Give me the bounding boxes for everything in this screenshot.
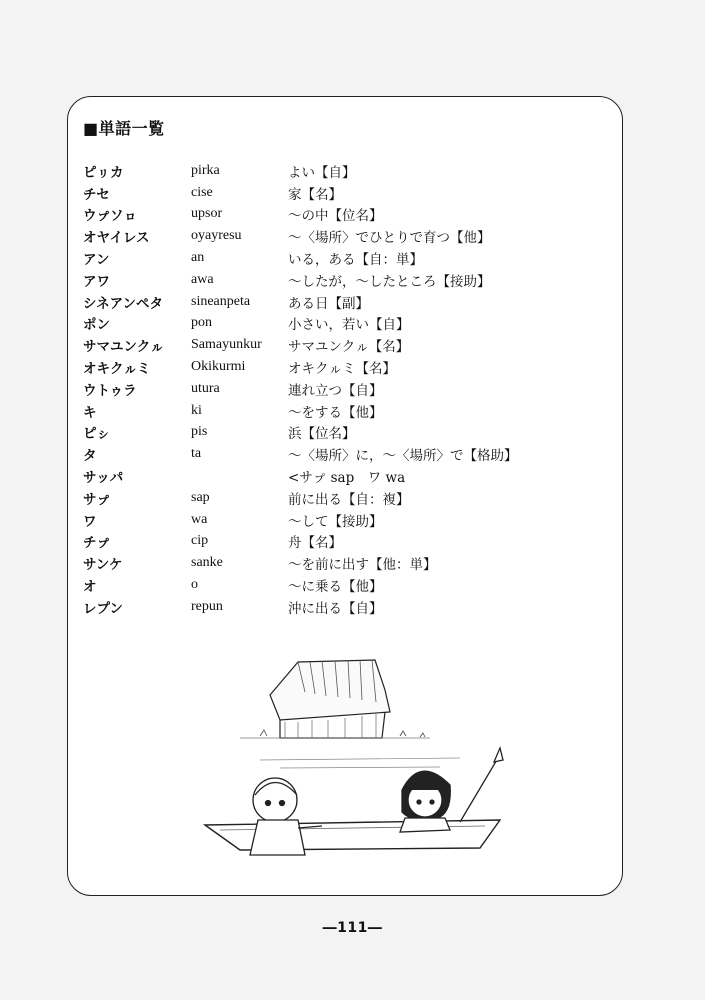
vocab-romanization: sap [191, 489, 210, 505]
vocab-meaning: サマユンクㇽ【名】 [288, 339, 410, 356]
water-lines [260, 758, 460, 768]
vocab-romanization: oyayresu [191, 228, 242, 244]
vocab-row [83, 269, 553, 291]
vocab-meaning: いる，ある【自：単】 [288, 252, 423, 269]
vocab-meaning: 連れ立つ【自】 [288, 382, 383, 399]
vocab-kana: オキクㇽミ [83, 361, 151, 378]
vocab-romanization: wa [191, 511, 208, 527]
vocab-row [83, 160, 553, 182]
vocab-meaning: よい【自】 [288, 164, 356, 181]
vocab-row [83, 247, 553, 269]
vocab-romanization: pis [191, 424, 208, 440]
vocab-row [83, 313, 553, 335]
vocab-meaning: 浜【位名】 [288, 426, 356, 443]
vocab-meaning: ～を前に出す【他：単】 [288, 557, 437, 574]
vocab-kana: ウㇷ゚ソㇿ [83, 208, 137, 225]
vocab-meaning: ～の中【位名】 [288, 208, 383, 225]
vocab-kana: チセ [83, 186, 110, 203]
vocab-row [83, 596, 553, 618]
section-title: ■単語一覧 [83, 119, 165, 138]
vocab-romanization: sineanpeta [191, 293, 251, 309]
vocab-kana: ピㇱ [83, 426, 110, 443]
vocab-row [83, 465, 553, 487]
vocab-meaning: ～をする【他】 [288, 404, 383, 421]
vocab-kana: レプン [83, 600, 123, 617]
vocab-meaning: ～して【接助】 [288, 513, 383, 530]
vocab-meaning: ～〈場所〉に，～〈場所〉で【格助】 [288, 448, 518, 465]
vocab-romanization: upsor [191, 206, 223, 222]
vocab-romanization: o [191, 577, 198, 593]
vocab-meaning: ある日【副】 [288, 295, 369, 312]
vocab-meaning: ～に乗る【他】 [288, 579, 383, 596]
vocab-row [83, 400, 553, 422]
vocab-row [83, 574, 553, 596]
page-number: ―111― [322, 920, 383, 936]
vocab-romanization: ta [191, 446, 202, 462]
vocab-row [83, 334, 553, 356]
vocab-kana: ポン [83, 317, 110, 334]
vocab-kana: シネアンペタ [83, 295, 164, 312]
vocab-row [83, 531, 553, 553]
vocab-row [83, 291, 553, 313]
vocab-kana: チㇷ゚ [83, 535, 110, 552]
vocab-meaning: <サㇷ゚ sap ワ wa [288, 470, 406, 487]
vocab-kana: ウトゥラ [83, 382, 137, 399]
vocab-kana: ワ [83, 513, 97, 530]
vocab-romanization: pirka [191, 162, 220, 178]
vocab-row [83, 487, 553, 509]
vocab-romanization: repun [191, 598, 223, 614]
vocab-romanization: awa [191, 271, 214, 287]
vocab-meaning: ～〈場所〉でひとりで育つ【他】 [288, 230, 491, 247]
vocab-kana: ピㇼカ [83, 164, 124, 181]
vocab-meaning: 沖に出る【自】 [288, 600, 383, 617]
vocab-kana: タ [83, 448, 97, 465]
vocab-meaning: 小さい，若い【自】 [288, 317, 410, 334]
vocab-row [83, 378, 553, 400]
vocab-kana: アン [83, 252, 110, 269]
vocab-romanization: sanke [191, 555, 223, 571]
vocab-romanization: an [191, 250, 205, 266]
vocab-row [83, 509, 553, 531]
hut-drawing [240, 660, 430, 738]
illustration [180, 650, 530, 865]
vocab-romanization: pon [191, 315, 212, 331]
vocab-row [83, 422, 553, 444]
vocab-kana: サㇷ゚ [83, 491, 110, 508]
vocab-kana: オ [83, 579, 97, 596]
boat-drawing [205, 820, 500, 850]
vocab-romanization: utura [191, 380, 220, 396]
child-right-drawing [400, 748, 503, 832]
vocab-romanization: cip [191, 533, 209, 549]
vocab-meaning: オキクㇽミ【名】 [288, 361, 396, 378]
vocab-meaning: 舟【名】 [288, 535, 342, 552]
vocab-row [83, 356, 553, 378]
vocab-romanization: cise [191, 184, 213, 200]
vocab-row [83, 225, 553, 247]
vocab-romanization: Samayunkur [191, 337, 262, 353]
vocab-row [83, 552, 553, 574]
vocab-row [83, 204, 553, 226]
vocab-kana: オヤイレス [83, 230, 150, 247]
vocab-kana: アワ [83, 273, 110, 290]
vocab-kana: サマユンクㇽ [83, 339, 164, 356]
vocab-row [83, 182, 553, 204]
vocab-kana: サッパ [83, 470, 124, 487]
vocab-romanization: ki [191, 402, 202, 418]
vocabulary-list [83, 160, 553, 618]
vocab-row [83, 443, 553, 465]
vocab-kana: キ [83, 404, 97, 421]
vocab-romanization: Okikurmi [191, 359, 246, 375]
vocab-meaning: ～したが，～したところ【接助】 [288, 273, 491, 290]
vocab-meaning: 家【名】 [288, 186, 342, 203]
vocab-kana: サンケ [83, 557, 123, 574]
vocab-meaning: 前に出る【自：複】 [288, 491, 410, 508]
